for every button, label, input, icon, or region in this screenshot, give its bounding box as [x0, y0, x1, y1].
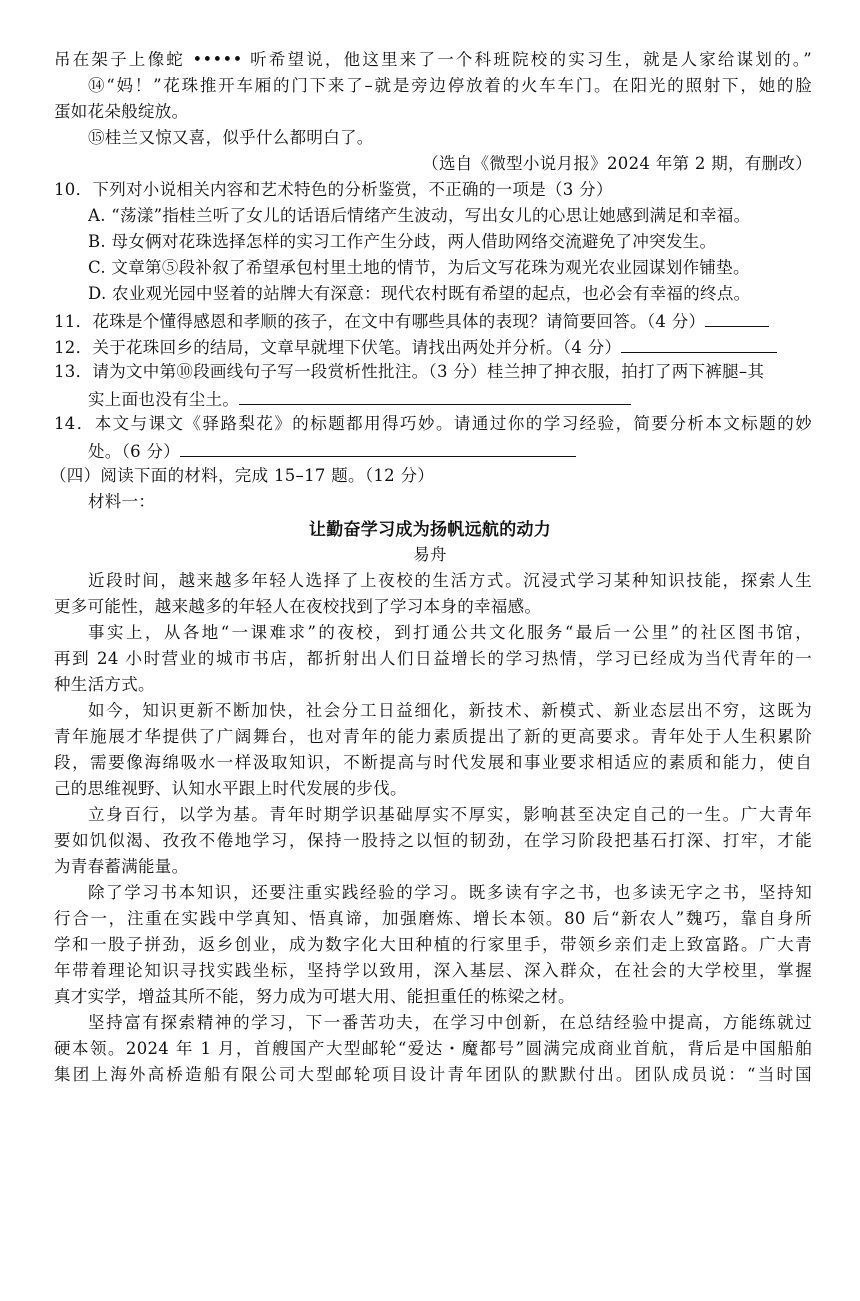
question-10-option-b: B. 母女俩对花珠选择怎样的实习工作产生分歧，两人借助网络交流避免了冲突发生。: [88, 232, 717, 251]
article-line: 行合一，注重在实践中学真知、悟真谛，加强磨炼、增长本领。80 后“新农人”魏巧，靠自身所: [54, 909, 812, 928]
article-line: 集团上海外高桥造船有限公司大型邮轮项目设计青年团队的默默付出。团队成员说：“当时国: [54, 1065, 812, 1084]
question-14-points: 处。（6 分）: [88, 442, 181, 461]
question-14: 14．本文与课文《驿路梨花》的标题都用得巧妙。请通过你的学习经验，简要分析本文标题的妙: [54, 414, 812, 433]
article-line: 硬本领。2024 年 1 月，首艘国产大型邮轮“爱达・魔都号”圆满完成商业首航，背后是中国船舶: [54, 1039, 812, 1058]
answer-blank[interactable]: [239, 386, 631, 405]
answer-blank[interactable]: [705, 308, 769, 327]
question-14-cont: [88, 438, 812, 462]
article-line: 种生活方式。: [54, 675, 155, 694]
article-line: 再到 24 小时营业的城市书店，都折射出人们日益增长的学习热情，学习已经成为当代青年的一: [54, 649, 812, 668]
article-line: 事实上，从各地“一课难求”的夜校，到打通公共文化服务“最后一公里”的社区图书馆，: [88, 623, 812, 642]
section-4-heading: （四）阅读下面的材料，完成 15–17 题。（12 分）: [50, 466, 435, 485]
article-line: 青年施展才华提供了广阔舞台，也对青年的能力素质提出了新的更高要求。青年处于人生积累阶: [54, 727, 812, 746]
question-12-text: 12．关于花珠回乡的结局，文章早就埋下伏笔。请找出两处并分析。（4 分）: [54, 338, 622, 357]
article-author: 易舟: [413, 545, 447, 564]
article-line: 近段时间，越来越多年轻人选择了上夜校的生活方式。沉浸式学习某种知识技能，探索人生: [88, 571, 812, 590]
material-label: 材料一：: [88, 492, 156, 511]
story-source: （选自《微型小说月报》2024 年第 2 期，有删改）: [422, 154, 812, 173]
article-line: 学和一股子拼劲，返乡创业，成为数字化大田种植的行家里手，带领乡亲们走上致富路。广大青: [54, 935, 812, 954]
answer-blank[interactable]: [621, 334, 777, 353]
question-12: [54, 334, 812, 358]
question-10-option-a: A. “荡漾”指桂兰听了女儿的话语后情绪产生波动，写出女儿的心思让她感到满足和幸福。: [88, 206, 751, 225]
question-10-option-c: C. 文章第⑤段补叙了希望承包村里土地的情节，为后文写花珠为观光农业园谋划作铺垫。: [88, 258, 750, 277]
story-paragraph-15: ⑮桂兰又惊又喜，似乎什么都明白了。: [88, 128, 374, 147]
story-line: 吊在架子上像蛇 ••••• 听希望说，他这里来了一个科班院校的实习生，就是人家给谋划的。”: [54, 50, 812, 69]
question-10-option-d: D. 农业观光园中竖着的站牌大有深意：现代农村既有希望的起点，也必会有幸福的终点。: [88, 284, 751, 303]
question-11: [54, 308, 812, 332]
story-paragraph-14: ⑭“妈！”花珠推开车厢的门下来了–就是旁边停放着的火车车门。在阳光的照射下，她的脸: [88, 76, 812, 95]
article-line: 除了学习书本知识，还要注重实践经验的学习。既多读有字之书，也多读无字之书，坚持知: [88, 883, 812, 902]
article-line: 坚持富有探索精神的学习，下一番苦功夫，在学习中创新，在总结经验中提高，方能练就过: [88, 1013, 812, 1032]
article-title: 让勤奋学习成为扬帆远航的动力: [308, 520, 552, 540]
article-line: 真才实学，增益其所不能，努力成为可堪大用、能担重任的栋梁之材。: [54, 987, 575, 1006]
article-line: 更多可能性，越来越多的年轻人在夜校找到了学习本身的幸福感。: [54, 597, 542, 616]
article-line: 年带着理论知识寻找实践坐标，坚持学以致用，深入基层、深入群众，在社会的大学校里，掌握: [54, 961, 812, 980]
article-line: 己的思维视野、认知水平跟上时代发展的步伐。: [54, 779, 407, 798]
article-line: 立身百行，以学为基。青年时期学识基础厚实不厚实，影响甚至决定自己的一生。广大青年: [88, 805, 812, 824]
question-11-text: 11．花珠是个懂得感恩和孝顺的孩子，在文中有哪些具体的表现？请简要回答。（4 分）: [54, 312, 706, 331]
article-line: 段，需要像海绵吸水一样汲取知识，不断提高与时代发展和事业要求相适应的素质和能力，使自: [54, 753, 812, 772]
article-line: 为青春蓄满能量。: [54, 857, 189, 876]
question-13-quote: 实上面也没有尘土。: [88, 390, 240, 409]
question-10-stem: 10．下列对小说相关内容和艺术特色的分析鉴赏，不正确的一项是（3 分）: [54, 180, 613, 199]
article-line: 要如饥似渴、孜孜不倦地学习，保持一股持之以恒的韧劲，在学习阶段把基石打深、打牢，才能: [54, 831, 812, 850]
question-13: 13．请为文中第⑩段画线句子写一段赏析性批注。（3 分）桂兰抻了抻衣服，拍打了两下裤腿–其: [54, 362, 765, 381]
answer-blank[interactable]: [180, 438, 576, 457]
story-paragraph-14-cont: 蛋如花朵般绽放。: [54, 102, 189, 121]
question-13-cont: [88, 386, 812, 410]
article-line: 如今，知识更新不断加快，社会分工日益细化，新技术、新模式、新业态层出不穷，这既为: [88, 701, 812, 720]
